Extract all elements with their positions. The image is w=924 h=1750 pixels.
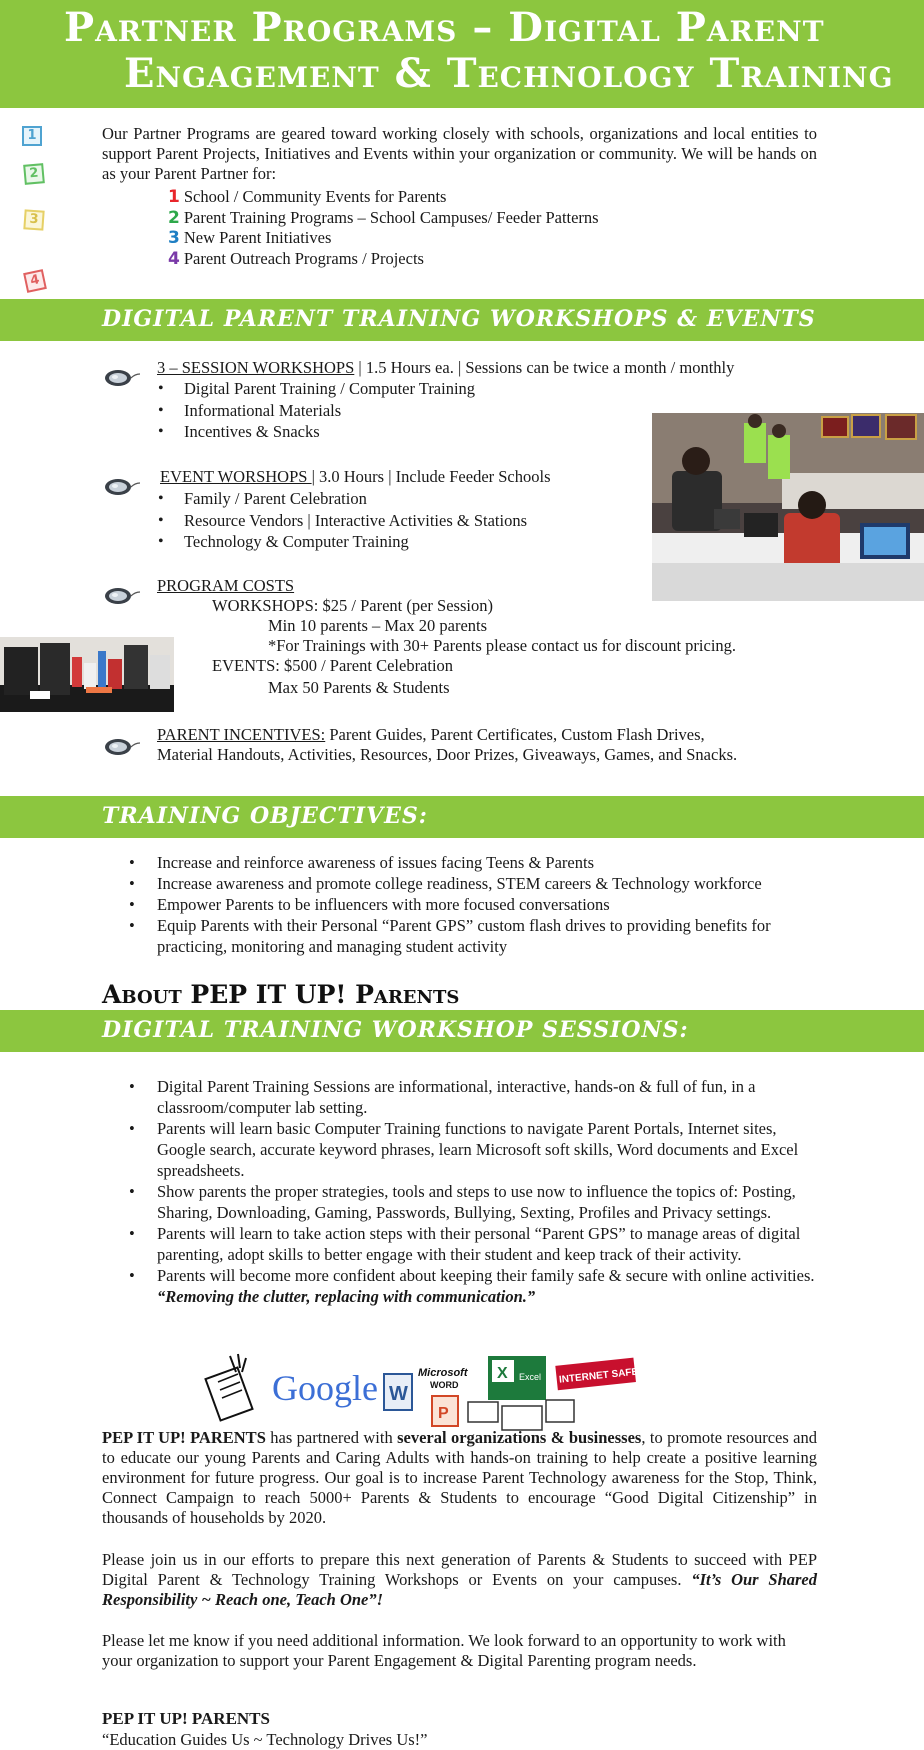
- list-item: • Show parents the proper strategies, tools and steps to use now to influence the topics of: Posting, Sharing, Downloading, Gaming, Passwords, Bullying, Sexting, Profiles and Privacy settings.: [128, 1181, 818, 1223]
- page-title-line-1: Partner Programs – Digital Parent: [64, 4, 825, 51]
- header-banner: [0, 0, 924, 108]
- objectives-section-bar: [0, 796, 924, 838]
- computer-mouse-icon: [104, 586, 140, 606]
- contact-paragraph: Please let me know if you need additional information. We look forward to an opportunity to work with your organization to support your Parent Engagement & Digital Parenting program needs.: [102, 1631, 786, 1670]
- workshops-cost: [212, 596, 493, 616]
- svg-text:P: P: [438, 1405, 449, 1422]
- event-workshops-list: [155, 488, 527, 553]
- event-workshops-detail: | 3.0 Hours | Include Feeder Schools: [311, 467, 551, 486]
- workshops-section-bar: [0, 299, 924, 341]
- classroom-training-photo: [652, 413, 924, 601]
- list-item: • Resource Vendors | Interactive Activities & Stations: [155, 510, 527, 532]
- event-workshops-title: EVENT WORSHOPS: [160, 467, 312, 486]
- program-costs-heading: PROGRAM COSTS: [157, 576, 295, 595]
- list-item: • Family / Parent Celebration: [155, 488, 527, 510]
- google-logo: Google: [272, 1368, 378, 1408]
- partner-list-item: [168, 228, 599, 249]
- page-title-line-2: Engagement & Technology Training: [124, 50, 894, 97]
- about-heading: [102, 980, 459, 1009]
- incentives-line-2: Material Handouts, Activities, Resources, Door Prizes, Giveaways, Games, and Snacks.: [157, 745, 738, 764]
- powerpoint-icon: [432, 1396, 458, 1426]
- list-item: • Digital Parent Training Sessions are informational, interactive, hands-on & full of fun, in a classroom/computer lab setting.: [128, 1076, 818, 1118]
- list-item: • Equip Parents with their Personal “Parent GPS” custom flash drives to providing benefits for practicing, monitoring and managing student activity: [128, 915, 828, 957]
- workshops-min-max: Min 10 parents – Max 20 parents: [268, 616, 488, 635]
- partner-item-label: School / Community Events for Parents: [183, 187, 447, 206]
- sessions-section-bar: [0, 1010, 924, 1052]
- incentives-line-1: [157, 725, 705, 745]
- session-workshops-heading: [157, 358, 734, 378]
- partner-paragraph: [102, 1428, 817, 1528]
- sticky-note-2-icon: 2: [23, 163, 45, 185]
- join-paragraph: [102, 1550, 817, 1610]
- internet-safety-label: INTERNET SAFETY!: [558, 1364, 655, 1386]
- partner-item-label: Parent Training Programs – School Campuses/ Feeder Patterns: [183, 207, 599, 227]
- objectives-list: [128, 852, 828, 957]
- list-item: • Digital Parent Training / Computer Training: [155, 378, 475, 400]
- sticky-note-1-icon: 1: [22, 126, 42, 146]
- incentive-supplies-photo: [0, 637, 174, 712]
- partner-list: [168, 187, 599, 269]
- partner-bold-text: several organizations & businesses: [397, 1428, 642, 1447]
- intro-paragraph: Our Partner Programs are geared toward working closely with schools, organizations and local entities to support Parent Projects, Initiatives and Events within your organization or community. We will be hands on as your Parent Partner for:: [102, 124, 817, 183]
- number-2-icon: 2: [168, 207, 180, 228]
- list-item: • Empower Parents to be influencers with more focused conversations: [128, 894, 828, 915]
- partner-text-a: has partnered with: [265, 1428, 398, 1447]
- partner-item-label: Parent Outreach Programs / Projects: [183, 248, 424, 268]
- devices-icon: [468, 1400, 574, 1430]
- closing-name: PEP IT UP! PARENTS: [102, 1709, 270, 1728]
- objectives-section-title: TRAINING OBJECTIVES:: [102, 803, 428, 829]
- about-brand: PEP IT UP!: [190, 980, 347, 1009]
- list-item: • Technology & Computer Training: [155, 531, 527, 553]
- sticky-note-3-icon: 3: [23, 209, 44, 230]
- partner-list-item: [168, 187, 599, 208]
- number-4-icon: 4: [168, 248, 180, 269]
- session-workshops-title: 3 – SESSION WORKSHOPS: [157, 358, 355, 377]
- partner-text-c: , to promote resources and to educate our young Parents and Caring Adults with hands-on training to help create a positive learning environment for future progress. Our goal is to increase Parent Technology awareness for the Stop, Think, Connect Campaign to reach 5000+ Parents & Students to encourage “Good Digital Citizenship” in thousands of households by 2020.: [102, 1428, 818, 1527]
- word-label: WORD: [430, 1380, 459, 1390]
- incentives-heading: PARENT INCENTIVES:: [157, 725, 326, 744]
- workshops-cost-label: WORKSHOPS:: [212, 596, 319, 615]
- events-cost-value: $500 / Parent Celebration: [279, 656, 454, 675]
- sticky-note-4-icon: 4: [23, 269, 47, 293]
- technology-logos: [206, 1352, 655, 1432]
- event-workshops-heading: [160, 467, 551, 487]
- sessions-list: [128, 1076, 818, 1307]
- about-suffix: Parents: [346, 980, 460, 1009]
- document-pen-icon: [206, 1354, 253, 1420]
- join-text: Please join us in our efforts to prepare this next generation of Parents & Students to succeed with PEP Digital Parent & Technology Training Workshops or Events on your campuses.: [102, 1550, 817, 1589]
- about-prefix: About: [102, 980, 191, 1009]
- list-item: [128, 1265, 818, 1307]
- number-3-icon: 3: [168, 228, 180, 248]
- partner-item-label: New Parent Initiatives: [183, 228, 332, 247]
- session-item-text: Parents will become more confident about keeping their family safe & secure with online activities.: [157, 1266, 815, 1285]
- list-item: • Parents will learn basic Computer Training functions to navigate Parent Portals, Internet sites, Google search, accurate keyword phrases, learn Microsoft soft skills, Word documents and Excel spreadsheets.: [128, 1118, 818, 1181]
- list-item: • Increase awareness and promote college readiness, STEM careers & Technology workforce: [128, 873, 828, 894]
- word-icon: [384, 1374, 412, 1410]
- excel-label: Excel: [519, 1372, 542, 1382]
- computer-mouse-icon: [104, 737, 140, 757]
- list-item: • Increase and reinforce awareness of issues facing Teens & Parents: [128, 852, 828, 873]
- computer-mouse-icon: [104, 477, 140, 497]
- svg-text:W: W: [389, 1383, 408, 1405]
- microsoft-label: Microsoft: [418, 1367, 468, 1379]
- number-1-icon: 1: [168, 187, 180, 207]
- list-item: • Incentives & Snacks: [155, 421, 475, 443]
- events-cost-label: EVENTS:: [212, 656, 280, 675]
- partner-list-item: [168, 249, 599, 270]
- session-workshops-list: [155, 378, 475, 443]
- session-workshops-detail: | 1.5 Hours ea. | Sessions can be twice a month / monthly: [354, 358, 735, 377]
- incentives-text-1: Parent Guides, Parent Certificates, Custom Flash Drives,: [325, 725, 705, 744]
- workshops-cost-value: $25 / Parent (per Session): [318, 596, 493, 615]
- events-cost: [212, 656, 453, 676]
- join-quote: “It’s Our Shared Responsibility ~ Reach one, Teach One”!: [102, 1570, 818, 1609]
- internet-safety-badge: [554, 1355, 655, 1391]
- svg-text:X: X: [497, 1365, 508, 1382]
- events-max: Max 50 Parents & Students: [268, 678, 450, 697]
- list-item: • Informational Materials: [155, 400, 475, 422]
- partner-brand: PEP IT UP! PARENTS: [102, 1428, 266, 1447]
- session-item-quote: “Removing the clutter, replacing with communication.”: [157, 1287, 536, 1306]
- workshops-section-title: DIGITAL PARENT TRAINING WORKSHOPS & EVENTS: [102, 306, 816, 332]
- workshops-discount-note: *For Trainings with 30+ Parents please contact us for discount pricing.: [268, 636, 737, 655]
- excel-icon: [488, 1356, 546, 1400]
- partner-list-item: [168, 208, 599, 229]
- sessions-section-title: DIGITAL TRAINING WORKSHOP SESSIONS:: [102, 1017, 689, 1043]
- closing-tagline: “Education Guides Us ~ Technology Drives Us!”: [102, 1730, 428, 1749]
- list-item: • Parents will learn to take action steps with their personal “Parent GPS” to manage areas of digital parenting, adopt skills to better engage with their student and keep track of their activity.: [128, 1223, 818, 1265]
- computer-mouse-icon: [104, 368, 140, 388]
